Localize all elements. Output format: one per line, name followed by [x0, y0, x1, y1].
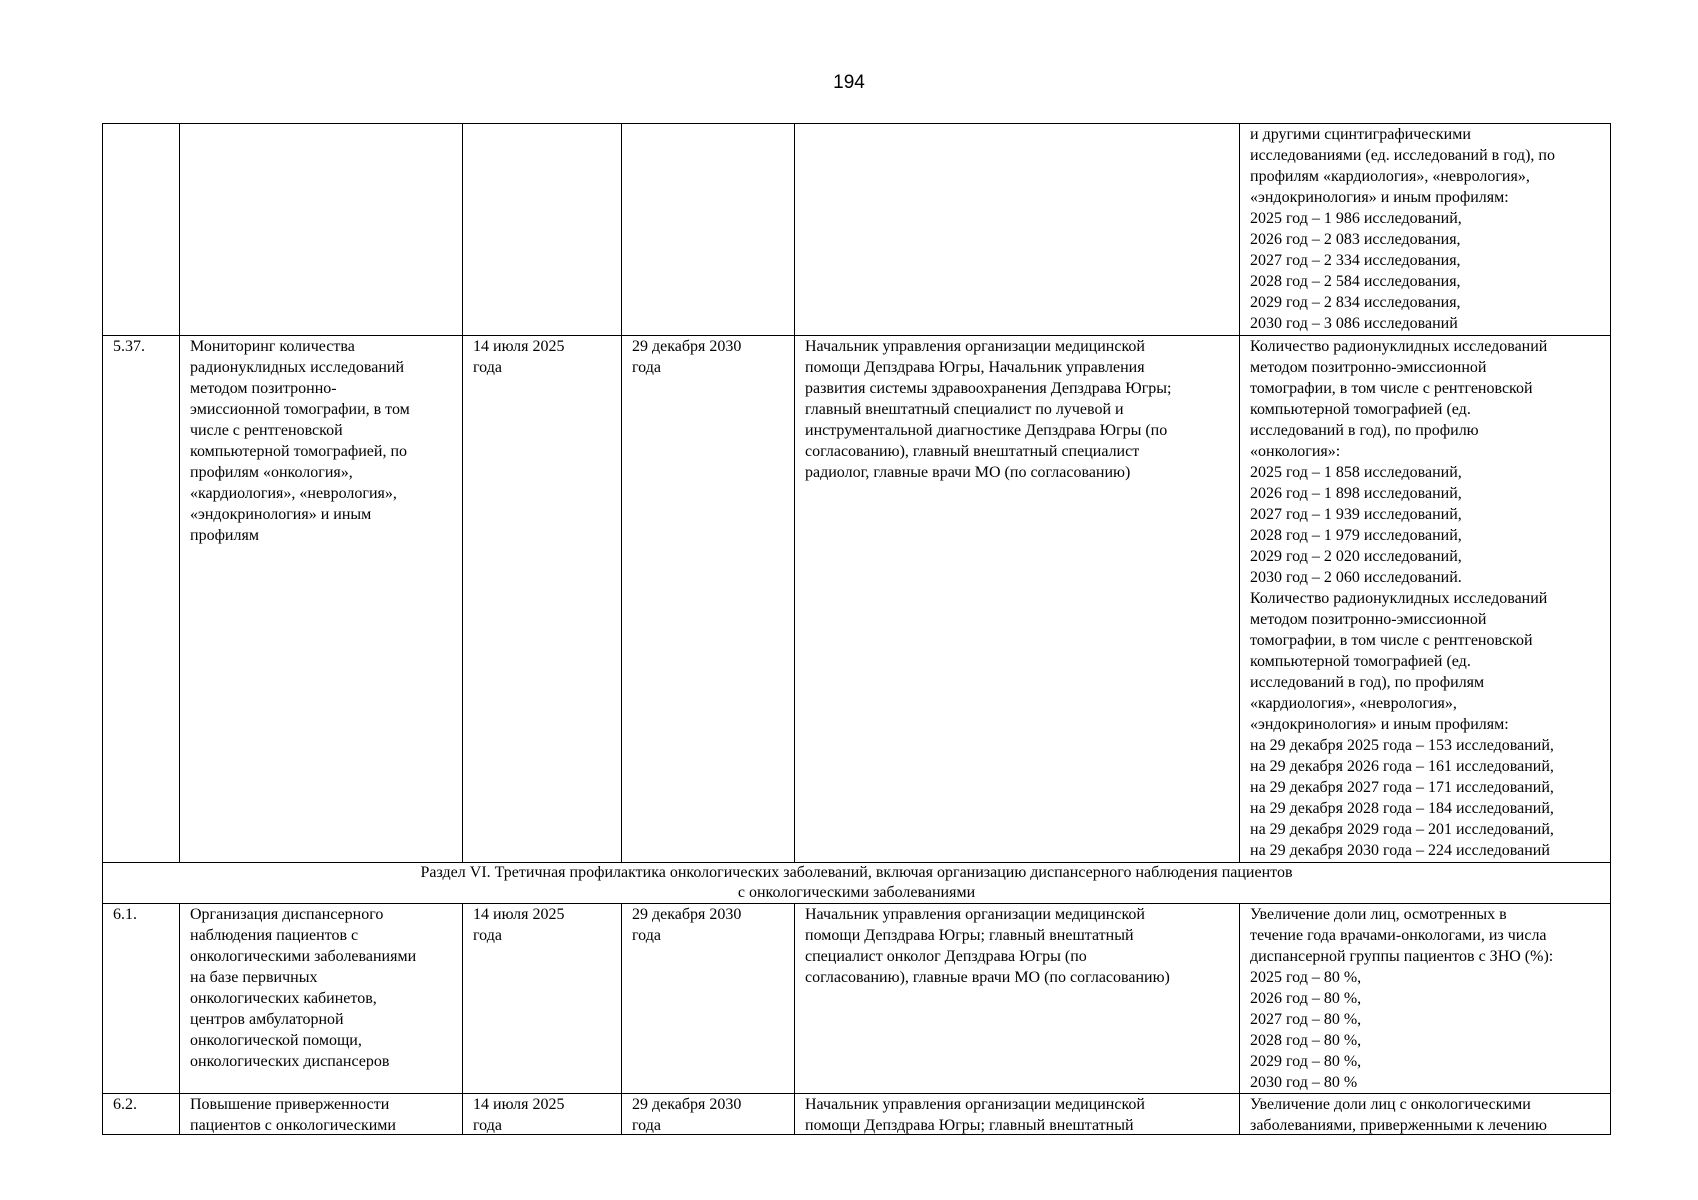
cell-responsible: Начальник управления организации медицинской помощи Депздрава Югры; главный внештатный	[795, 1094, 1240, 1135]
cell-responsible	[795, 124, 1240, 336]
cell-end-date: 29 декабря 2030 года	[622, 336, 795, 863]
page-number: 194	[833, 72, 865, 93]
cell-number: 5.37.	[103, 336, 180, 863]
cell-measure-name	[180, 124, 463, 336]
table-row	[103, 904, 1611, 1094]
cell-result: Увеличение доли лиц, осмотренных в течение года врачами-онкологами, из числа диспансерной группы пациентов с ЗНО (%): 2025 год – 80 %, 2026 год – 80 %, 2027 год – 80 %, 2028 год – 80 %, 2029 год – 80 %, 2030 год – 80 %	[1240, 904, 1611, 1094]
cell-number	[103, 124, 180, 336]
section-heading: Раздел VI. Третичная профилактика онкологических заболеваний, включая организацию диспансерного наблюдения пациентов с онкологическими заболеваниями	[103, 863, 1611, 904]
cell-end-date	[622, 124, 795, 336]
cell-measure-name: Повышение приверженности пациентов с онкологическими	[180, 1094, 463, 1135]
cell-result: Увеличение доли лиц с онкологическими заболеваниями, приверженными к лечению	[1240, 1094, 1611, 1135]
cell-result: Количество радионуклидных исследований методом позитронно-эмиссионной томографии, в том числе с рентгеновской компьютерной томографией (ед. исследований в год), по профилю «онкология»: 2025 год – 1 858 исследований, 2026 год – 1 898 исследований, 2027 год – 1 939 исследований, 2028 год – 1 979 исследований, 2029 год – 2 020 исследований, 2030 год – 2 060 исследований. Количество радионуклидных исследований методом позитронно-эмиссионной томографии, в том числе с рентгеновской компьютерной томографией (ед. исследований в год), по профилям «кардиология», «неврология», «эндокринология» и иным профилям: на 29 декабря 2025 года – 153 исследований, на 29 декабря 2026 года – 161 исследований, на 29 декабря 2027 года – 171 исследований, на 29 декабря 2028 года – 184 исследований, на 29 декабря 2029 года – 201 исследований, на 29 декабря 2030 года – 224 исследований	[1240, 336, 1611, 863]
cell-start-date: 14 июля 2025 года	[463, 904, 622, 1094]
cell-measure-name: Организация диспансерного наблюдения пациентов с онкологическими заболеваниями на базе первичных онкологических кабинетов, центров амбулаторной онкологической помощи, онкологических диспансеров	[180, 904, 463, 1094]
cell-result: и другими сцинтиграфическими исследованиями (ед. исследований в год), по профилям «кардиология», «неврология», «эндокринология» и иным профилям: 2025 год – 1 986 исследований, 2026 год – 2 083 исследования, 2027 год – 2 334 исследования, 2028 год – 2 584 исследования, 2029 год – 2 834 исследования, 2030 год – 3 086 исследований	[1240, 124, 1611, 336]
cell-responsible: Начальник управления организации медицинской помощи Депздрава Югры, Начальник управления развития системы здравоохранения Депздрава Югры; главный внештатный специалист по лучевой и инструментальной диагностике Депздрава Югры (по согласованию), главный внештатный специалист радиолог, главные врачи МО (по согласованию)	[795, 336, 1240, 863]
cell-number: 6.2.	[103, 1094, 180, 1135]
cell-measure-name: Мониторинг количества радионуклидных исследований методом позитронно- эмиссионной томографии, в том числе с рентгеновской компьютерной томографией, по профилям «онкология», «кардиология», «неврология», «эндокринология» и иным профилям	[180, 336, 463, 863]
cell-number: 6.1.	[103, 904, 180, 1094]
plan-table	[102, 123, 1611, 1135]
table-row	[103, 336, 1611, 863]
cell-start-date: 14 июля 2025 года	[463, 336, 622, 863]
cell-end-date: 29 декабря 2030 года	[622, 904, 795, 1094]
table-row	[103, 1094, 1611, 1135]
cell-end-date: 29 декабря 2030 года	[622, 1094, 795, 1135]
cell-start-date	[463, 124, 622, 336]
cell-responsible: Начальник управления организации медицинской помощи Депздрава Югры; главный внештатный специалист онколог Депздрава Югры (по согласованию), главные врачи МО (по согласованию)	[795, 904, 1240, 1094]
cell-start-date: 14 июля 2025 года	[463, 1094, 622, 1135]
section-heading-row	[103, 863, 1611, 904]
table-row	[103, 124, 1611, 336]
